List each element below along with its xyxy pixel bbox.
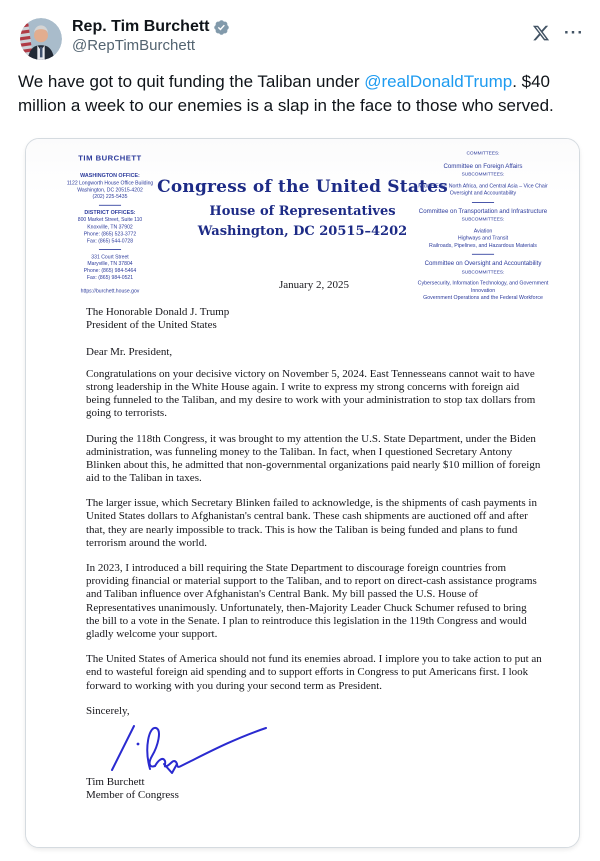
verified-icon — [213, 19, 230, 36]
closing: Sincerely, — [86, 704, 130, 717]
committee-name: Committee on Transportation and Infrastructure — [418, 206, 548, 215]
tweet-header — [0, 0, 600, 60]
letter-paragraph: During the 118th Congress, it was brought to my attention the U.S. State Department, under the Biden administration, was funneling money to the Taliban. In fact, when I questioned Secretary Antony Blinken about this, he admitted that non-governmental organizations paid nearly $10 million of foreign aid to the Taliban in taxes. — [86, 432, 541, 485]
tweet-media-letter-image[interactable] — [25, 138, 580, 848]
district-office-line: Fax: (865) 544-0728 — [86, 238, 134, 244]
tweet-text-after: . $40 million a week to our enemies is a slap in the face to those who served. — [18, 72, 554, 115]
subcommittees-label: SUBCOMMITTEES: — [461, 172, 505, 178]
divider — [99, 249, 121, 250]
district-office-line: 800 Market Street, Suite 110 — [77, 217, 143, 224]
member-name: TIM BURCHETT — [78, 153, 142, 163]
divider — [99, 205, 121, 206]
subcommittee-item: Cybersecurity, Information Technology, and Government Innovation — [417, 280, 549, 294]
subcommittee-item: Highways and Transit — [457, 235, 509, 242]
signature — [104, 720, 284, 774]
washington-office-heading: WASHINGTON OFFICE: — [80, 172, 140, 179]
x-logo-icon[interactable] — [532, 24, 550, 42]
masthead-line1: Congress of the United States — [157, 177, 448, 197]
subcommittee-item: Government Operations and the Federal Workforce — [423, 294, 543, 301]
divider — [472, 202, 494, 203]
recipient-block — [86, 306, 542, 332]
recipient-name: The Honorable Donald J. Trump — [86, 306, 230, 319]
signer-name: Tim Burchett — [86, 775, 145, 788]
subcommittees-label: SUBCOMMITTEES: — [461, 269, 505, 275]
district-office-line: Phone: (865) 523-3772 — [83, 231, 137, 237]
subcommittee-item: Middle East, North Africa, and Central Asia – Vice Chair — [418, 183, 548, 190]
masthead-line3: Washington, DC 20515–4202 — [197, 224, 408, 239]
signer-block — [86, 776, 542, 802]
salutation: Dear Mr. President, — [86, 345, 173, 358]
signer-title: Member of Congress — [86, 789, 179, 802]
more-button[interactable]: ··· — [564, 23, 584, 42]
district-office-line: 331 Court Street — [91, 254, 129, 260]
letter-paragraph: In 2023, I introduced a bill requiring the State Department to discourage foreign countries from providing financial or material support to the Taliban, and to report on direct-cash assistance programs and Taliban influence over Afghanistan's Central Bank. My bill passed the U.S. House of Representatives unanimously. Unfortunately, then-Majority Leader Chuck Schumer refused to bring the bill to a vote in the Senate. I plan to reintroduce this legislation in the 119th Congress and would gladly welcome your support. — [86, 562, 537, 640]
recipient-title: President of the United States — [86, 319, 217, 332]
display-name[interactable]: Rep. Tim Burchett — [72, 18, 210, 35]
committee-name: Committee on Oversight and Accountability — [424, 258, 542, 267]
avatar-image — [20, 18, 62, 60]
district-office-line: Phone: (865) 984-5464 — [83, 268, 137, 274]
user-handle[interactable]: @RepTimBurchett — [72, 37, 196, 54]
tweet-text-before: We have got to quit funding the Taliban under — [18, 72, 365, 91]
avatar[interactable] — [20, 18, 62, 60]
subcommittee-item: Aviation — [473, 228, 493, 235]
subcommittee-item: Oversight and Accountability — [449, 190, 517, 197]
letter-paragraph: The United States of America should not fund its enemies abroad. I implore you to take action to put an end to wasteful foreign aid spending and to support efforts in Congress to put Americans first. I look forward to working with you during your second term as President. — [86, 653, 542, 692]
letter-paragraph: The larger issue, which Secretary Blinken failed to acknowledge, is the shipments of cash payments in United States dollars to Afghanistan's central bank. These cash shipments are auctioned off and after that, they are nearly impossible to track. This is how the Taliban is being funded and plans to fund terrorism around the world. — [86, 497, 537, 549]
header-actions — [532, 18, 584, 42]
district-office-line: Maryville, TN 37804 — [87, 261, 133, 267]
washington-office-line: (202) 225-5435 — [92, 194, 128, 200]
washington-office-line: Washington, DC 20515-4202 — [77, 187, 143, 193]
district-offices-heading: DISTRICT OFFICES: — [84, 209, 136, 216]
identity-block[interactable] — [72, 18, 532, 54]
committee-name: Committee on Foreign Affairs — [443, 161, 523, 170]
mention-link[interactable]: @realDonaldTrump — [364, 72, 513, 91]
subcommittees-label: SUBCOMMITTEES: — [461, 217, 505, 223]
district-office-line: Knoxville, TN 37902 — [87, 224, 133, 230]
district-office-line: Fax: (865) 984-0521 — [86, 275, 134, 281]
letter-date: January 2, 2025 — [279, 279, 349, 291]
website-url: https://burchett.house.gov — [80, 289, 140, 295]
letter-paragraph: Congratulations on your decisive victory on November 5, 2024. East Tennesseans cannot wait to have strong leadership in the White House again. I write to express my strong concerns with foreign aid being funneled to the Taliban, and my desire to work with your administration to stop tax dollars from going to terrorists. — [86, 367, 536, 420]
washington-office-line: 1122 Longworth House Office Building — [66, 180, 154, 186]
divider — [472, 254, 494, 255]
committees-label: COMMITTEES: — [466, 151, 500, 157]
tweet-text — [0, 60, 600, 118]
masthead-line2: House of Representatives — [209, 204, 396, 219]
subcommittee-item: Railroads, Pipelines, and Hazardous Materials — [429, 242, 537, 249]
letter-body — [86, 279, 542, 802]
